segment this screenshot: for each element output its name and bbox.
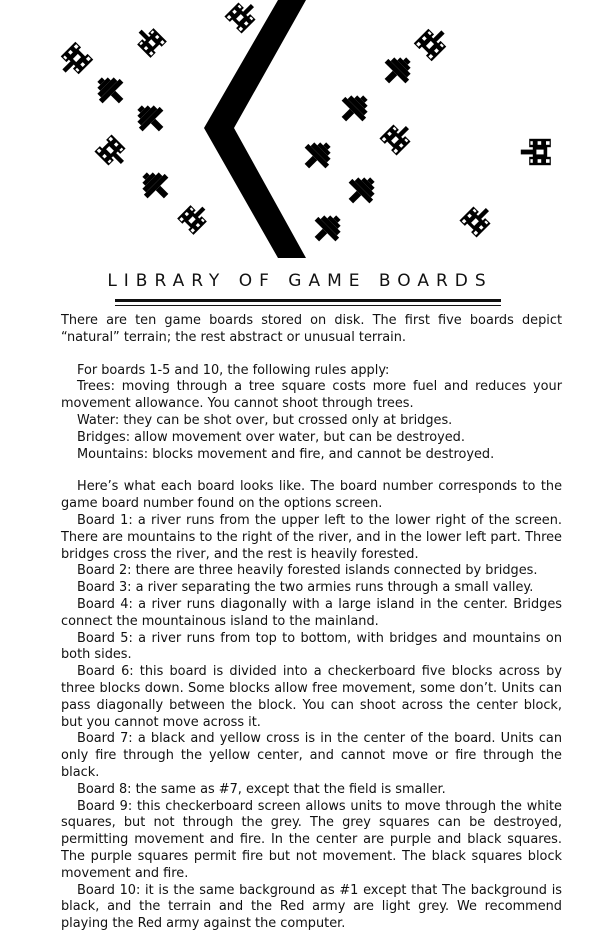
tank-icon xyxy=(94,134,131,171)
board-description: Board 2: there are three heavily forested islands connected by bridges. xyxy=(77,563,538,579)
tree-icon xyxy=(333,87,375,129)
rule-mountains: Mountains: blocks movement and fire, and cannot be destroyed. xyxy=(77,446,495,462)
rules-lead: For boards 1-5 and 10, the following rules apply: xyxy=(77,362,390,378)
tank-icon xyxy=(521,139,551,165)
tank-icon xyxy=(55,42,93,80)
tree-icon xyxy=(296,134,338,176)
board-description: Board 10: it is the same background as #1 except that The background is black, and the terrain and the Red army are light grey. We recommend playing the Red army against the computer. xyxy=(61,882,562,932)
tree-icon xyxy=(134,164,176,206)
rule-trees: Trees: moving through a tree square costs more fuel and reduces your movement allowance. You cannot shoot through trees. xyxy=(61,379,562,412)
tank-icon xyxy=(177,200,212,235)
board-description: Board 3: a river separating the two armies runs through a small valley. xyxy=(77,580,534,596)
tank-icon xyxy=(132,23,167,58)
heading-rule-thick xyxy=(115,299,501,302)
board-description: Board 5: a river runs from top to bottom, with bridges and mountains on both sides. xyxy=(61,630,562,663)
tree-icon xyxy=(340,169,382,211)
heading-rule-thin xyxy=(115,305,501,306)
tank-icon xyxy=(224,0,261,34)
rule-bridges: Bridges: allow movement over water, but can be destroyed. xyxy=(77,429,465,445)
intro-paragraph: There are ten game boards stored on disk. The first five boards depict “natural” terrain; the rest abstract or unusual terrain. xyxy=(61,313,562,345)
tank-icon xyxy=(379,119,416,156)
board-description: Board 8: the same as #7, except that the field is smaller. xyxy=(77,781,446,797)
board-description: Board 1: a river runs from the upper left to the lower right of the screen. There are mountains to the right of the river, and in the lower left part. Three bridges cross the river, and the rest is heavily forested. xyxy=(61,512,562,562)
board-description: Board 4: a river runs diagonally with a large island in the center. Bridges connect the mountainous island to the mainland. xyxy=(61,596,562,629)
river-shape xyxy=(204,0,306,258)
tree-icon xyxy=(89,69,131,111)
tree-icon xyxy=(306,207,348,249)
board-description: Board 6: this board is divided into a checkerboard five blocks across by three blocks down. Some blocks allow free movement, some don’t. Units can pass diagonally between the block. You can shoot across the center block, but you cannot move across it. xyxy=(61,664,562,730)
page-title: LIBRARY OF GAME BOARDS xyxy=(107,271,493,291)
game-board-illustration xyxy=(0,0,600,265)
tree-icon xyxy=(129,97,171,139)
board-description: Board 9: this checkerboard screen allows units to move through the white squares, but not through the grey. The grey squares can be destroyed, permitting movement and fire. In the center are purple and black squares. The purple squares permit fire but not movement. The black squares block movement and fire. xyxy=(61,798,562,881)
body-text xyxy=(61,313,562,933)
tank-icon xyxy=(459,201,496,238)
tank-icon xyxy=(414,23,452,61)
boards-lead: Here’s what each board looks like. The board number corresponds to the game board number found on the options screen. xyxy=(61,479,562,512)
tree-icon xyxy=(376,49,418,91)
rule-water: Water: they can be shot over, but crossed only at bridges. xyxy=(77,412,453,428)
board-description: Board 7: a black and yellow cross is in the center of the board. Units can only fire through the yellow center, and cannot move or fire through the black. xyxy=(61,731,562,780)
